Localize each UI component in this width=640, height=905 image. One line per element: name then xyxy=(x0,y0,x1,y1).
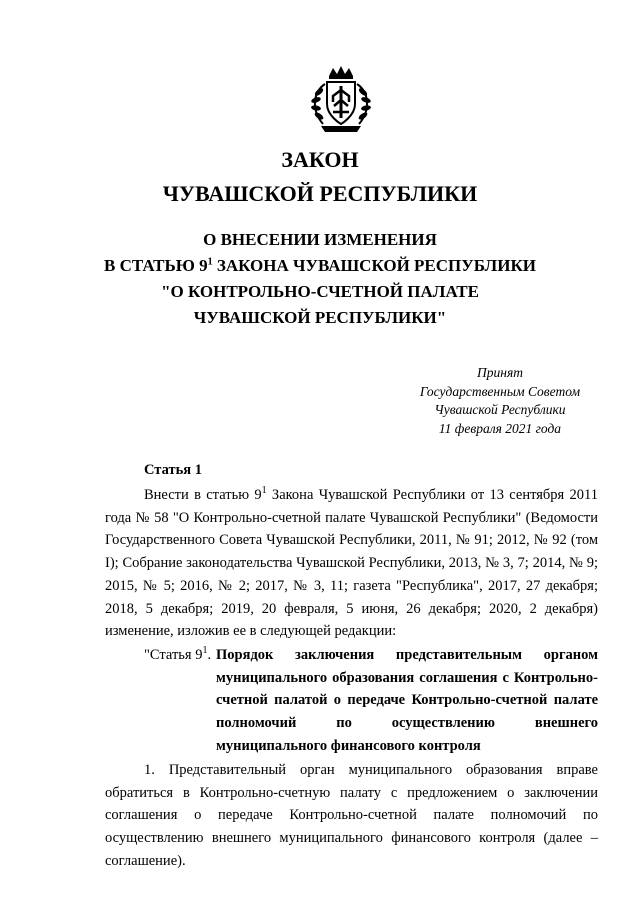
article-1-paragraph xyxy=(105,484,598,643)
statute-label xyxy=(144,644,211,667)
adoption-line-3: Чувашской Республики xyxy=(434,402,566,417)
statute-label-end: . xyxy=(207,647,212,663)
statute-label-start: "Статья 9 xyxy=(144,647,203,663)
article-1-text-end: Закона Чувашской Республики от 13 сентября 2011 года № 58 "О Контрольно-счетной палате Чувашской Республики" (Ведомости Государственного Совета Чувашской Республики, 2011, № 91; 2012, № 92 (том I); Собрание законодательства Чувашской Республики, 2013, № 3, 7; 2014, № 9; 2015, № 5; 2016, № 2; 2017, № 3, 11; газета "Республика", 2017, 27 декабря; 2018, 5 декабря; 2019, 20 февраля, 5 июня, 26 декабря; 2020, 2 декабря) изменение, изложив ее в следующей редакции: xyxy=(105,487,598,640)
law-title-line-2-end: ЗАКОНА ЧУВАШСКОЙ РЕСПУБЛИКИ xyxy=(212,256,536,275)
statute-label-superscript: 1 xyxy=(202,645,208,657)
law-title-line-2-superscript: 1 xyxy=(207,256,213,268)
article-1-text-start: Внести в статью 9 xyxy=(144,487,262,503)
article-1-heading: Статья 1 xyxy=(144,462,202,478)
law-title-line-2 xyxy=(0,256,640,276)
adoption-line-1: Принят xyxy=(477,365,523,380)
law-title-line-4: ЧУВАШСКОЙ РЕСПУБЛИКИ" xyxy=(193,308,447,327)
law-title-line-3: "О КОНТРОЛЬНО-СЧЕТНОЙ ПАЛАТЕ xyxy=(161,282,479,301)
article-1-text-superscript: 1 xyxy=(261,485,267,497)
law-type-heading: ЗАКОН xyxy=(281,147,359,172)
law-republic-heading: ЧУВАШСКОЙ РЕСПУБЛИКИ xyxy=(162,181,478,206)
adoption-block xyxy=(400,364,600,438)
point-1-paragraph: 1. Представительный орган муниципального образования вправе обратиться в Контрольно-счетную палату с предложением о заключении соглашения о передаче Контрольно-счетной палате полномочий по осуществлению внешнего муниципального финансового контроля (далее – соглашение). xyxy=(105,762,598,869)
law-title-line-2-start: В СТАТЬЮ 9 xyxy=(104,256,208,275)
chuvash-coat-of-arms-icon xyxy=(303,62,379,136)
adoption-line-2: Государственным Советом xyxy=(419,383,581,399)
statute-name: Порядок заключения представительным органом муниципального образования соглашения с Контрольно-счетной палатой о передаче Контрольно-счетной палате полномочий по осуществлению внешнего муниципального финансового контроля xyxy=(216,647,598,754)
adoption-date: 11 февраля 2021 года xyxy=(438,420,562,436)
law-title-line-1: О ВНЕСЕНИИ ИЗМЕНЕНИЯ xyxy=(203,230,437,249)
